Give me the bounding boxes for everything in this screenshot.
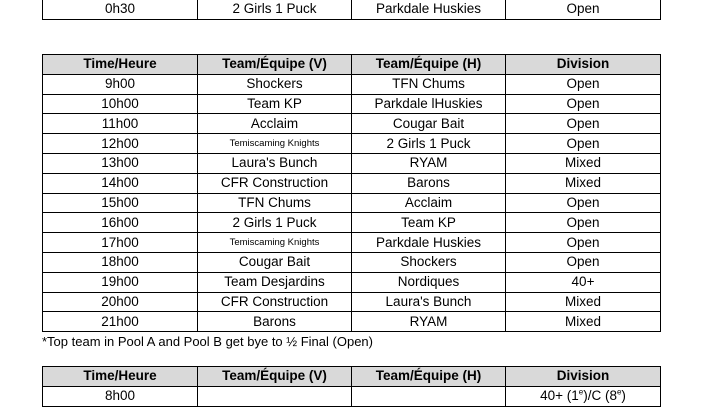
schedule-table <box>42 54 661 332</box>
visitor-team-cell: CFR Construction <box>198 292 352 312</box>
table-row <box>43 272 661 292</box>
visitor-team-cell: Barons <box>198 312 352 332</box>
visitor-team-cell: 2 Girls 1 Puck <box>198 0 352 19</box>
visitor-team-cell: Temiscaming Knights <box>198 233 352 253</box>
division-cell <box>506 386 661 406</box>
home-team-cell: 2 Girls 1 Puck <box>352 134 506 154</box>
home-team-cell: Shockers <box>352 252 506 272</box>
ordinal-suffix: e <box>616 387 622 397</box>
time-cell: 16h00 <box>43 213 198 233</box>
table-row <box>43 94 661 114</box>
division-cell: Mixed <box>506 153 661 173</box>
table-row <box>43 312 661 332</box>
time-cell: 17h00 <box>43 233 198 253</box>
header-visitor: Team/Équipe (V) <box>198 55 352 75</box>
time-cell: 19h00 <box>43 272 198 292</box>
division-cell: Open <box>506 213 661 233</box>
table-row <box>43 153 661 173</box>
home-team-cell <box>352 386 506 406</box>
home-team-cell: Parkdale Huskies <box>352 0 506 19</box>
visitor-team-cell: 2 Girls 1 Puck <box>198 213 352 233</box>
time-cell: 18h00 <box>43 252 198 272</box>
header-visitor: Team/Équipe (V) <box>198 367 352 387</box>
visitor-team-cell: CFR Construction <box>198 173 352 193</box>
schedule-table-next <box>42 366 661 407</box>
time-cell: 8h00 <box>43 386 198 406</box>
division-cell: 40+ <box>506 272 661 292</box>
ordinal-suffix: e <box>578 387 584 397</box>
header-time: Time/Heure <box>43 367 198 387</box>
header-division: Division <box>506 55 661 75</box>
visitor-team-cell: Acclaim <box>198 114 352 134</box>
home-team-cell: Parkdale lHuskies <box>352 94 506 114</box>
visitor-team-cell: Temiscaming Knights <box>198 134 352 154</box>
table-row <box>43 114 661 134</box>
division-cell: Mixed <box>506 173 661 193</box>
home-team-cell: TFN Chums <box>352 74 506 94</box>
time-cell: 0h30 <box>43 0 198 19</box>
table-row <box>43 252 661 272</box>
division-cell: Open <box>506 193 661 213</box>
table-row <box>43 292 661 312</box>
table-header-row <box>43 367 661 387</box>
table-header-row <box>43 55 661 75</box>
header-division: Division <box>506 367 661 387</box>
time-cell: 21h00 <box>43 312 198 332</box>
schedule-table-previous <box>42 0 661 20</box>
table-row <box>43 74 661 94</box>
visitor-team-cell <box>198 386 352 406</box>
division-text: )/C (8 <box>583 388 617 404</box>
home-team-cell: Cougar Bait <box>352 114 506 134</box>
table-row <box>43 386 661 406</box>
table-row <box>43 193 661 213</box>
division-text: 40+ (1 <box>540 388 579 404</box>
division-cell: Mixed <box>506 312 661 332</box>
division-cell: Open <box>506 134 661 154</box>
home-team-cell: Laura's Bunch <box>352 292 506 312</box>
division-cell: Open <box>506 0 661 19</box>
time-cell: 12h00 <box>43 134 198 154</box>
division-cell: Open <box>506 252 661 272</box>
header-home: Team/Équipe (H) <box>352 367 506 387</box>
table-row <box>43 134 661 154</box>
visitor-team-cell: Team Desjardins <box>198 272 352 292</box>
visitor-team-cell: Laura's Bunch <box>198 153 352 173</box>
home-team-cell: Barons <box>352 173 506 193</box>
home-team-cell: Nordiques <box>352 272 506 292</box>
table-row <box>43 213 661 233</box>
time-cell: 14h00 <box>43 173 198 193</box>
visitor-team-cell: Team KP <box>198 94 352 114</box>
division-cell: Open <box>506 94 661 114</box>
table-row <box>43 233 661 253</box>
home-team-cell: Team KP <box>352 213 506 233</box>
time-cell: 10h00 <box>43 94 198 114</box>
table-row <box>43 173 661 193</box>
division-cell: Open <box>506 233 661 253</box>
time-cell: 13h00 <box>43 153 198 173</box>
header-home: Team/Équipe (H) <box>352 55 506 75</box>
visitor-team-cell: Shockers <box>198 74 352 94</box>
time-cell: 20h00 <box>43 292 198 312</box>
time-cell: 15h00 <box>43 193 198 213</box>
division-cell: Mixed <box>506 292 661 312</box>
home-team-cell: RYAM <box>352 153 506 173</box>
header-time: Time/Heure <box>43 55 198 75</box>
division-cell: Open <box>506 74 661 94</box>
home-team-cell: Acclaim <box>352 193 506 213</box>
home-team-cell: RYAM <box>352 312 506 332</box>
time-cell: 9h00 <box>43 74 198 94</box>
visitor-team-cell: Cougar Bait <box>198 252 352 272</box>
table-row <box>43 0 661 19</box>
home-team-cell: Parkdale Huskies <box>352 233 506 253</box>
visitor-team-cell: TFN Chums <box>198 193 352 213</box>
time-cell: 11h00 <box>43 114 198 134</box>
division-text: ) <box>621 388 626 404</box>
division-cell: Open <box>506 114 661 134</box>
footnote: *Top team in Pool A and Pool B get bye to ½ Final (Open) <box>42 334 373 349</box>
